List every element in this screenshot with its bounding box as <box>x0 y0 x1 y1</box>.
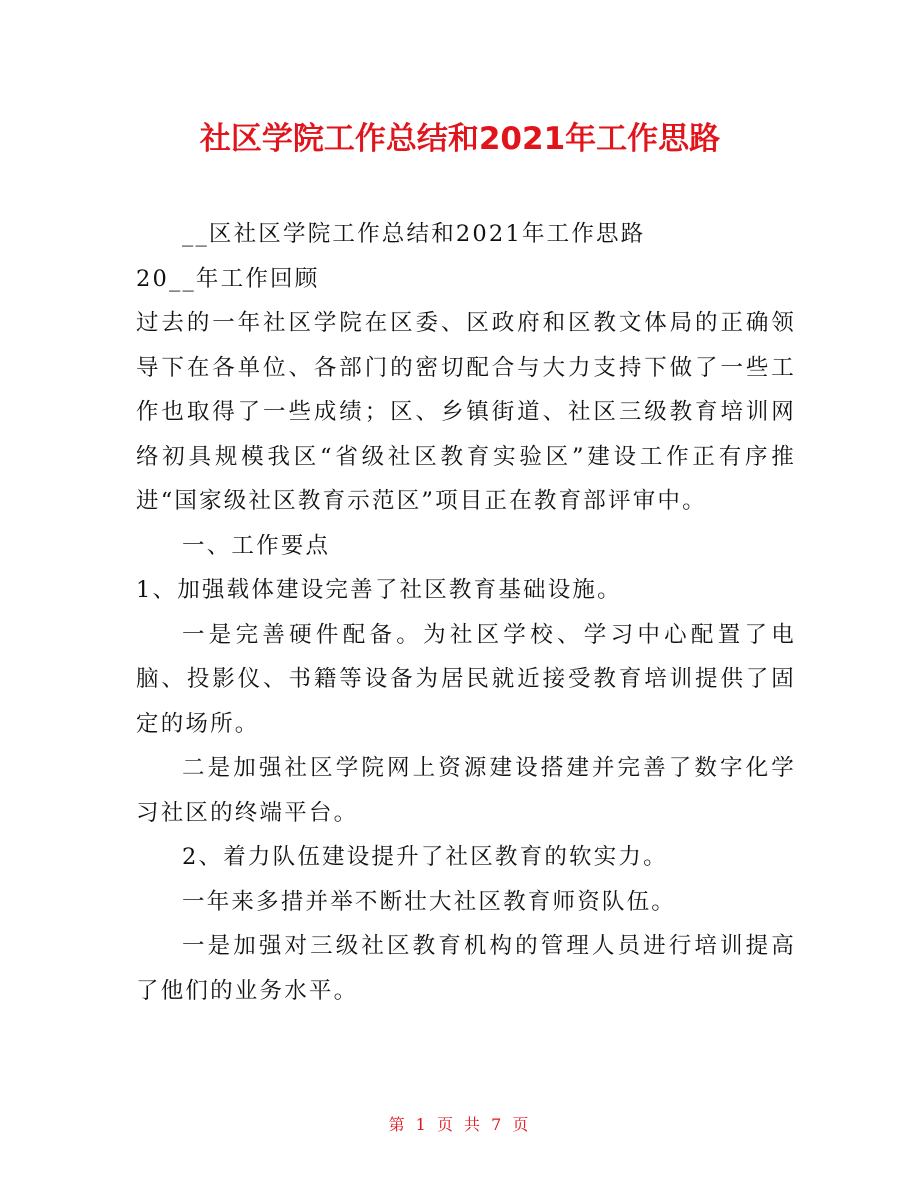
paragraph-online-resources: 二是加强社区学院网上资源建设搭建并完善了数字化学习社区的终端平台。 <box>136 755 796 826</box>
paragraph-subtitle: __区社区学院工作总结和2021年工作思路 <box>182 221 646 247</box>
document-title: 社区学院工作总结和2021年工作思路 <box>199 121 721 157</box>
section-heading-key-points: 一、工作要点 <box>182 532 331 559</box>
item-heading-2: 2、着力队伍建设提升了社区教育的软实力。 <box>182 844 668 870</box>
paragraph-training: 一是加强对三级社区教育机构的管理人员进行培训提高了他们的业务水平。 <box>136 933 796 1004</box>
paragraph-review-heading: 20__年工作回顾 <box>136 265 320 292</box>
document-body <box>136 212 796 1013</box>
item-heading-1: 1、加强载体建设完善了社区教育基础设施。 <box>136 577 622 603</box>
page-number-footer: 第 1 页 共 7 页 <box>388 1115 532 1134</box>
paragraph-hardware: 一是完善硬件配备。为社区学校、学习中心配置了电脑、投影仪、书籍等设备为居民就近接受教育培训提供了固定的场所。 <box>136 621 796 737</box>
paragraph-review-body: 过去的一年社区学院在区委、区政府和区教文体局的正确领导下在各单位、各部门的密切配合与大力支持下做了一些工作也取得了一些成绩；区、乡镇街道、社区三级教育培训网络初具规模我区“省级社区教育实验区”建设工作正有序推进“国家级社区教育示范区”项目正在教育部评审中。 <box>136 310 796 514</box>
paragraph-team-building: 一年来多措并举不断壮大社区教育师资队伍。 <box>182 888 677 915</box>
